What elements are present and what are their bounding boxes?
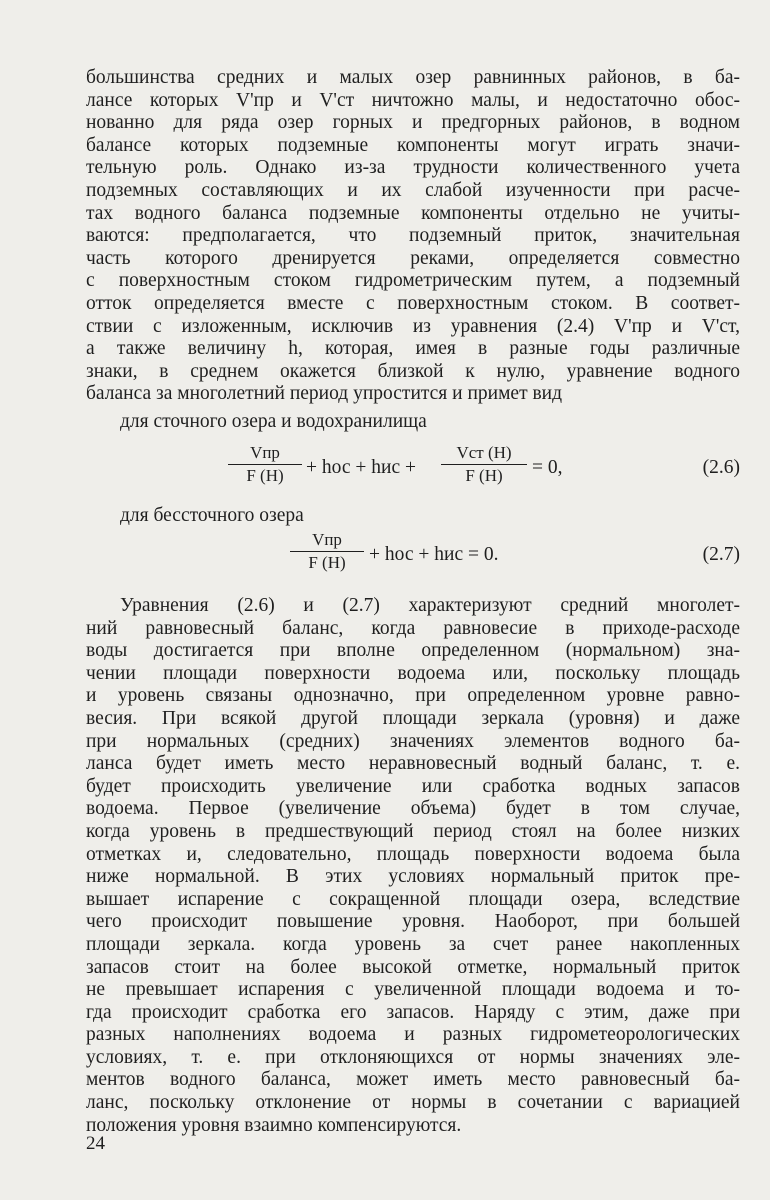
equation-number: (2.6) [702,457,740,478]
fraction-numerator: Vпр [290,530,364,552]
equation-terms: + hос + hис + [306,457,416,478]
fraction-denominator: F (H) [246,466,284,485]
text-line: отметках и, следовательно, площадь поверхности водоема была [86,843,740,865]
text-line: весия. При всякой другой площади зеркала (уровня) и даже [86,707,740,729]
text-line: лансе которых V'пр и V'ст ничтожно малы, и недостаточно обос- [86,89,740,111]
equation-number: (2.7) [702,544,740,565]
text-line: ментов водного баланса, может иметь место равновесный ба- [86,1069,740,1091]
text-line: гда происходит сработка его запасов. Наряду с этим, даже при [86,1001,740,1023]
text-line: баланса за многолетний период упростится и примет вид [86,383,563,405]
text-line: чего происходит повышение уровня. Наоборот, при большей [86,911,740,933]
text-line: разных наполнениях водоема и разных гидрометеорологических [86,1024,740,1046]
text-line: воды достигается при вполне определенном (нормальном) зна- [86,640,740,662]
text-line: ствии с изложенным, исключив из уравнения (2.4) V'пр и V'ст, [86,315,740,337]
text-line: часть которого дренируется реками, определяется совместно [86,247,740,269]
text-line: ланса будет иметь место неравновесный водный баланс, т. е. [86,753,740,775]
text-line: подземных составляющих и их слабой изученности при расче- [86,179,740,201]
text-line: условиях, т. е. при отклоняющихся от нормы значениях эле- [86,1046,740,1068]
fraction-numerator: Vпр [228,443,302,465]
paragraph-equilibrium [86,595,740,1137]
fraction-inflow [228,443,302,486]
text-line: с поверхностным стоком гидрометрическим путем, а подземный [86,270,740,292]
text-line: площади зеркала. когда уровень за счет ранее накопленных [86,933,740,955]
equation-label-drain-lake: для сточного озера и водохранилища [120,411,427,432]
text-line: отток определяется вместе с поверхностным стоком. В соответ- [86,292,740,314]
text-line: чении площади поверхности водоема или, поскольку площадь [86,662,740,684]
fraction-denominator: F (H) [465,466,503,485]
text-line: положения уровня взаимно компенсируются. [86,1114,462,1136]
paragraph-continuation [86,67,740,406]
fraction-outflow [441,443,527,486]
page-number: 24 [86,1133,105,1154]
equation-2-6 [86,443,740,499]
text-line: а также величину h, которая, имея в разные годы различные [86,338,740,360]
text-line: водоема. Первое (увеличение объема) будет в том случае, [86,798,740,820]
text-line: вышает испарение с сокращенной площади озера, вследствие [86,888,740,910]
text-line: ваются: предполагается, что подземный приток, значительная [86,225,740,247]
text-line: балансе которых подземные компоненты могут играть значи- [86,134,740,156]
fraction-denominator: F (H) [308,553,346,572]
text-line: Уравнения (2.6) и (2.7) характеризуют средний многолет- [120,595,740,616]
equation-2-7 [86,530,740,586]
text-line: ланс, поскольку отклонение от нормы в сочетании с вариацией [86,1092,740,1114]
text-line: тах водного баланса подземные компоненты отдельно не учиты- [86,202,740,224]
text-line: тельную роль. Однако из-за трудности количественного учета [86,157,740,179]
text-line: не превышает испарения с увеличенной площади водоема и то- [86,979,740,1001]
text-line: ниже нормальной. В этих условиях нормальный приток пре- [86,866,740,888]
text-line: будет происходить увеличение или сработка водных запасов [86,775,740,797]
text-line: когда уровень в предшествующий период стоял на более низких [86,820,740,842]
equation-label-closed-lake: для бессточного озера [120,505,304,526]
text-line: нованно для ряда озер горных и предгорных районов, в водном [86,112,740,134]
fraction-inflow [290,530,364,573]
text-line: и уровень связаны однозначно, при определенном уровне равно- [86,685,740,707]
text-line: запасов стоит на более высокой отметке, нормальный приток [86,956,740,978]
text-line: ний равновесный баланс, когда равновесие в приходе-расходе [86,617,740,639]
equation-tail: = 0, [532,457,563,478]
text-line: большинства средних и малых озер равнинных районов, в ба- [86,67,740,88]
equation-tail: + hос + hис = 0. [369,544,499,565]
text-line: знаки, в среднем окажется близкой к нулю, уравнение водного [86,360,740,382]
fraction-numerator: Vст (H) [441,443,527,465]
text-line: при нормальных (средних) значениях элементов водного ба- [86,730,740,752]
